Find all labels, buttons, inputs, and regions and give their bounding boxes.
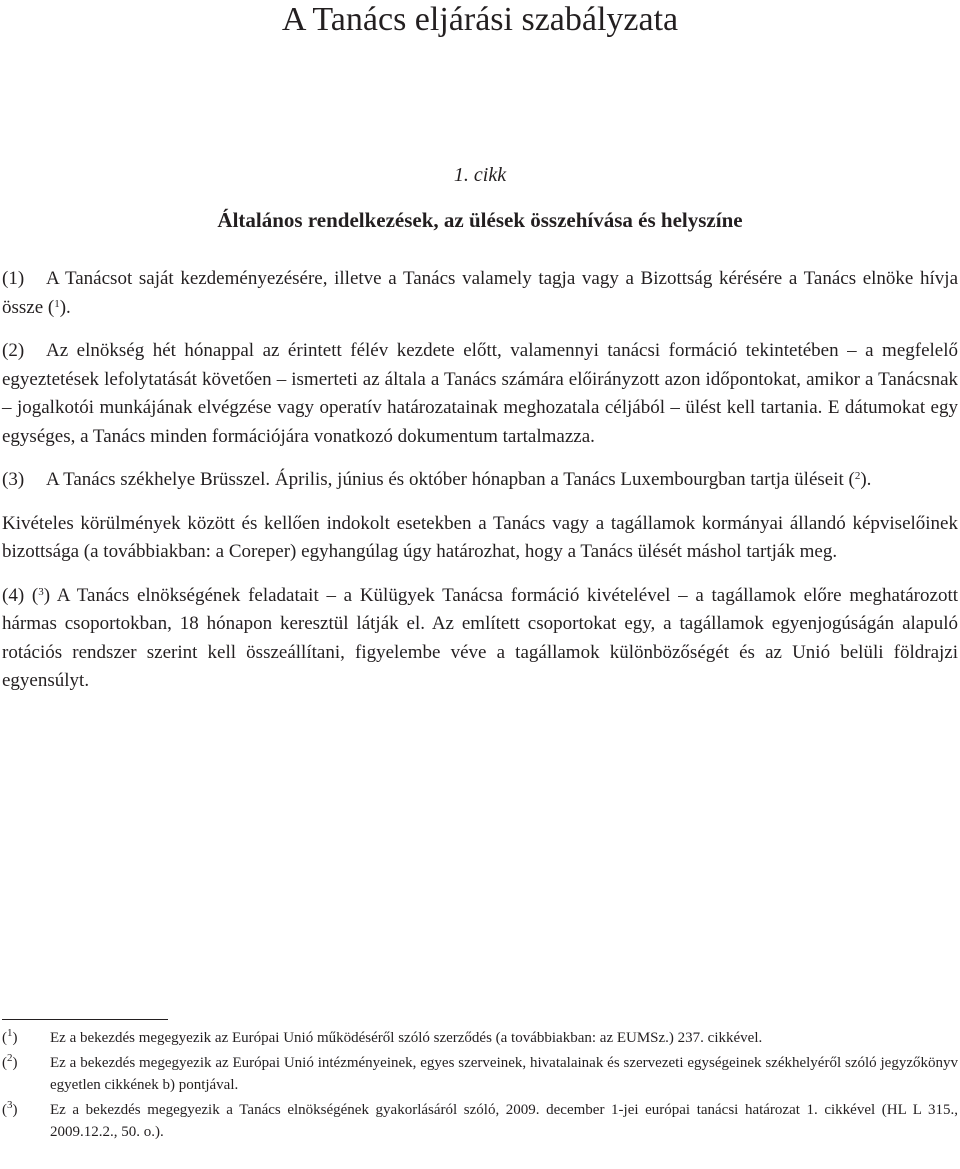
footnote-number: ($^2$): [2, 1052, 18, 1071]
paragraph-label-close: ): [43, 584, 51, 606]
footnote-text: Ez a bekezdés megegyezik az Európai Unió működéséről szóló szerződés (a továbbiakban: az EUMSz.) 237. cikkével.: [50, 1030, 763, 1046]
paragraph-2: [2, 337, 958, 451]
document-title: A Tanács eljárási szabályzata: [281, 1, 679, 38]
paragraph-label: (3): [2, 469, 25, 490]
footnote-3: [2, 1099, 958, 1143]
paragraph-text: Az elnökség hét hónappal az érintett félév kezdete előtt, valamennyi tanácsi formáció tekintetében – a megfelelő egyeztetések lefolytatását követően – ismerteti az általa a Tanács számára előirányzott azon időpontokat, amikor a Tanácsnak – jogalkotói munkájának elvégzése vagy operatív határozatainak meghozatala céljából – ülést kell tartania. E dátumokat egy egységes, a Tanács minden formációjára vonatkozó dokumentum tartalmazza.: [2, 340, 958, 447]
footnote-2: [2, 1052, 958, 1096]
paragraph-text: A Tanács elnökségének feladatait – a Külügyek Tanácsa formáció kivételével – a tagállamok előre meghatározott hármas csoportokban, 18 hónapon keresztül látják el. Az említett csoportokat egy, a tagállamok egyenjogúságán alapuló rotációs rendszer szerint kell összeállítani, figyelembe véve a tagállamok különbözőségét és az Unió belüli földrajzi egyensúlyt.: [2, 584, 958, 691]
footnote-number: ($^1$): [2, 1027, 18, 1046]
footnote-number: ($^3$): [2, 1099, 18, 1118]
footnote-ref[interactable]: 1: [54, 297, 60, 310]
paragraph-text: A Tanács székhelye Brüsszel. Április, június és október hónapban a Tanács Luxembourgban tartja üléseit (: [46, 469, 855, 490]
paragraph-text-end: ).: [860, 469, 872, 490]
paragraph-text-end: ).: [59, 296, 71, 318]
paragraph-label: (1): [2, 268, 25, 289]
paragraph-3: [2, 466, 958, 495]
paragraph-label: (2): [2, 340, 25, 361]
footnotes: [2, 1027, 958, 1146]
paragraph-label: (4) (: [2, 584, 39, 606]
paragraph-text: Kivételes körülmények között és kellően indokolt esetekben a Tanács vagy a tagállamok kormányai állandó képviselőinek bizottsága (a továbbiakban: a Coreper) egyhangúlag úgy határozhat, hogy a Tanács ülését máshol tartják meg.: [2, 512, 958, 562]
footnote-1: [2, 1027, 958, 1049]
footnote-text: Ez a bekezdés megegyezik a Tanács elnökségének gyakorlásáról szóló, 2009. december 1-jei európai tanácsi határozat 1. cikkével (HL L 315., 2009.12.2., 50. o.).: [50, 1102, 958, 1140]
paragraph-1: [2, 265, 958, 322]
footnote-ref[interactable]: 3: [38, 585, 44, 598]
article-body: [2, 265, 958, 711]
paragraph-text: A Tanácsot saját kezdeményezésére, illetve a Tanács valamely tagja vagy a Bizottság kérésére a Tanács elnöke hívja össze (: [2, 268, 958, 318]
article-number: 1. cikk: [453, 164, 507, 186]
footnote-ref[interactable]: 2: [854, 470, 861, 482]
article-heading: Általános rendelkezések, az ülések összehívása és helyszíne: [217, 208, 743, 232]
footnote-text: Ez a bekezdés megegyezik az Európai Unió intézményeinek, egyes szerveinek, hivatalainak és szervezeti egységeinek székhelyéről szóló jegyzőkönyv egyetlen cikkének b) pontjával.: [50, 1055, 958, 1093]
paragraph-3-continued: [2, 510, 958, 567]
paragraph-4: [2, 582, 958, 696]
footnote-separator: [2, 1019, 168, 1020]
